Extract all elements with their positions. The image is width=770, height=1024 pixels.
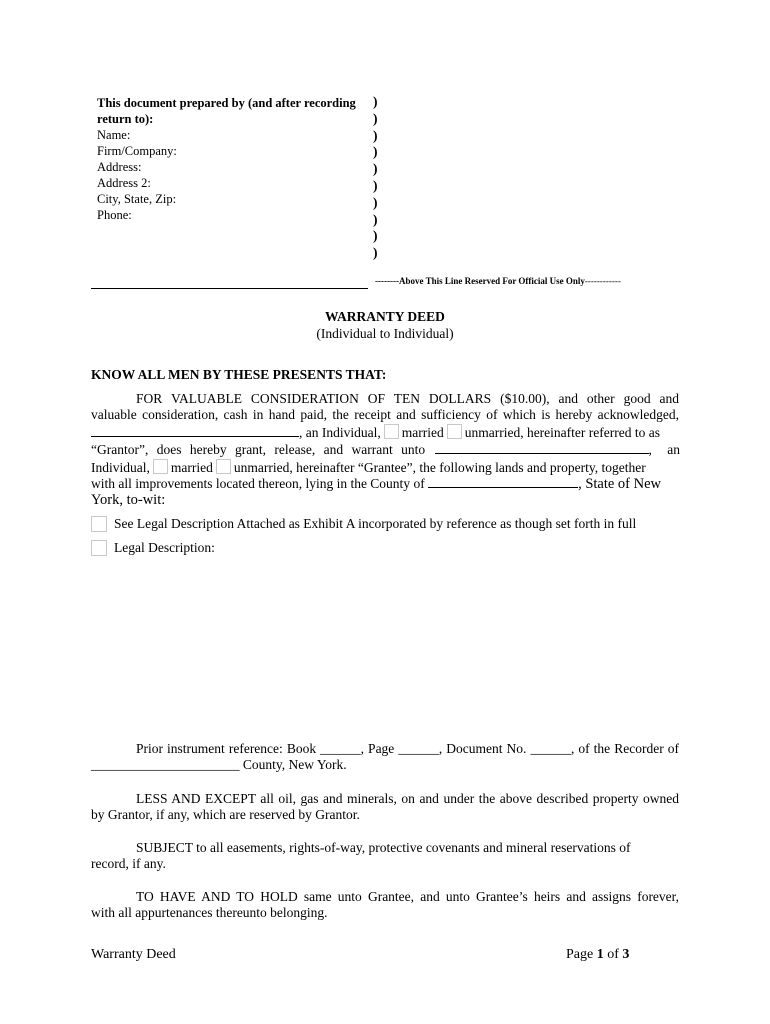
- an-text: , an: [648, 442, 680, 458]
- grantor-name-blank[interactable]: [91, 425, 299, 437]
- reserved-text: Above This Line Reserved For Official Use Only: [398, 276, 585, 286]
- preparer-heading: This document prepared by (and after recording return to):: [97, 96, 356, 126]
- less-except-line-1: LESS AND EXCEPT all oil, gas and minerals, on and under the above described property owned: [136, 791, 679, 806]
- grantee-married-checkbox[interactable]: [153, 459, 168, 474]
- field-address-label: Address:: [97, 160, 142, 174]
- grantee-line: [91, 459, 679, 476]
- consideration-line-1: FOR VALUABLE CONSIDERATION OF TEN DOLLARS ($10.00), and other good and: [136, 391, 679, 406]
- field-city-state-zip-label: City, State, Zip:: [97, 192, 177, 206]
- county-text: with all improvements located thereon, lying in the County of: [91, 476, 425, 492]
- prior-line-1: Prior instrument reference: Book ______, Page ______, Document No. ______, of the Recorder of: [136, 741, 679, 756]
- exhibit-checkbox[interactable]: [91, 516, 107, 532]
- grantor-unmarried-checkbox[interactable]: [447, 424, 462, 439]
- unmarried-grantee-text: unmarried, hereinafter “Grantee”, the following lands and property, together: [233, 459, 646, 475]
- subject-paragraph: [91, 840, 679, 873]
- page-of: of: [607, 947, 619, 962]
- official-use-notice: [375, 276, 621, 286]
- an-individual-text: , an Individual,: [299, 424, 381, 440]
- grantee-unmarried-checkbox[interactable]: [216, 459, 231, 474]
- subject-line-2: record, if any.: [91, 856, 166, 872]
- less-except-line-2: by Grantor, if any, which are reserved by Grantor.: [91, 807, 360, 823]
- know-all-heading: KNOW ALL MEN BY THESE PRESENTS THAT:: [91, 367, 387, 382]
- habendum-line-2: with all appurtenances thereunto belonging.: [91, 905, 328, 921]
- consideration-line-2: valuable consideration, cash in hand paid, the receipt and sufficiency of which is hereby acknowledged,: [91, 407, 679, 423]
- dashes-left: --------: [375, 276, 399, 286]
- bracket-column: ) ) ) ) ) ) ) ) ) ): [373, 94, 378, 261]
- married-label: married: [401, 424, 444, 440]
- field-firm-label: Firm/Company:: [97, 144, 177, 158]
- legal-description-label: Legal Description:: [114, 540, 215, 555]
- footer-document-name: Warranty Deed: [91, 947, 176, 962]
- habendum-paragraph: [91, 889, 679, 922]
- page-current: 1: [596, 947, 604, 962]
- field-address2-label: Address 2:: [97, 176, 151, 190]
- individual-text: Individual,: [91, 459, 150, 475]
- legal-description-checkbox[interactable]: [91, 540, 107, 556]
- document-title: WARRANTY DEED: [325, 309, 445, 324]
- grantor-line: [91, 424, 679, 441]
- dashes-right: ------------: [584, 276, 621, 286]
- towit-line: York, to-wit:: [91, 492, 166, 509]
- married-label-2: married: [170, 459, 213, 475]
- footer-page-number: [566, 947, 629, 963]
- prior-line-2: ______________________ County, New York.: [91, 757, 347, 773]
- habendum-line-1: TO HAVE AND TO HOLD same unto Grantee, and unto Grantee’s heirs and assigns forever,: [136, 889, 679, 904]
- page-prefix: Page: [566, 947, 594, 962]
- county-line: [91, 476, 679, 492]
- prior-instrument-paragraph: [91, 741, 679, 774]
- page-total: 3: [622, 947, 630, 962]
- subject-line-1: SUBJECT to all easements, rights-of-way, protective covenants and mineral reservations of: [136, 840, 631, 855]
- field-phone-label: Phone:: [97, 208, 132, 222]
- field-name-label: Name:: [97, 128, 131, 142]
- grantor-married-checkbox[interactable]: [384, 424, 399, 439]
- preparer-block: [97, 95, 369, 223]
- consideration-paragraph: [91, 391, 679, 509]
- grantor-grant-text: “Grantor”, does hereby grant, release, and warrant unto: [91, 442, 426, 458]
- state-text: , State of New: [578, 476, 662, 493]
- unmarried-referred-text: unmarried, hereinafter referred to as: [464, 424, 660, 440]
- less-except-paragraph: [91, 791, 679, 824]
- exhibit-option-label: See Legal Description Attached as Exhibit A incorporated by reference as though set forth in full: [114, 516, 637, 531]
- grantee-name-blank[interactable]: [435, 442, 649, 454]
- grant-line: [91, 442, 679, 458]
- preparer-underline: [91, 288, 368, 289]
- county-blank[interactable]: [428, 476, 578, 488]
- document-subtitle: (Individual to Individual): [316, 326, 454, 341]
